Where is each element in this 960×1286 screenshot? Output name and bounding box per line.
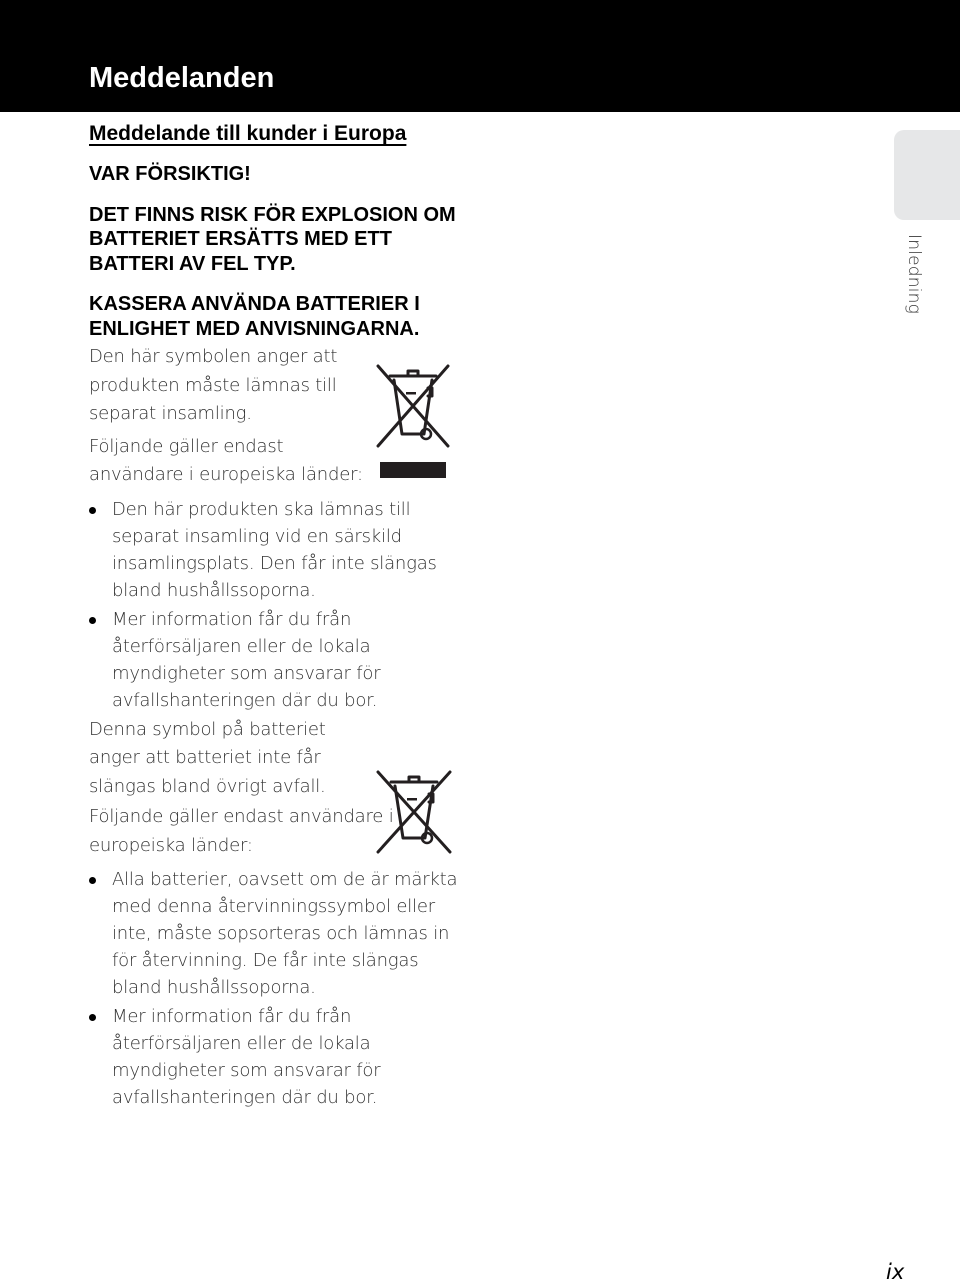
list-item [89, 496, 469, 604]
list-item-text: Mer information får du från återförsäljaren eller de lokala myndigheter som ansvarar för avfallshanteringen där du bor. [112, 608, 381, 711]
chapter-tab-label: Inledning [904, 234, 924, 315]
crossed-out-wheeled-bin-icon [376, 362, 450, 448]
product-symbol-description: Den här symbolen anger att produkten måste lämnas till separat insamling. [89, 346, 338, 424]
list-item-text: Alla batterier, oavsett om de är märkta med denna återvinningssymbol eller inte, måste sopsorteras och lämnas in för återvinning. De får inte slängas bland hushållssoporna. [112, 869, 458, 998]
bullet-icon [89, 617, 96, 624]
warning-body: DET FINNS RISK FÖR EXPLOSION OM BATTERIET ERSÄTTS MED ETT BATTERI AV FEL TYP. [89, 203, 456, 275]
warning-title: VAR FÖRSIKTIG! [89, 163, 251, 185]
battery-symbol-description: Denna symbol på batteriet anger att batteriet inte får slängas bland övrigt avfall. [89, 718, 326, 797]
product-symbol-block [89, 343, 369, 490]
battery-symbol-applies-to: Följande gäller endast användare i europeiska länder: [89, 806, 394, 856]
list-item-text: Den här produkten ska lämnas till separat insamling vid en särskild insamlingsplats. Den får inte slängas bland hushållssoporna. [112, 498, 437, 601]
crossed-out-wheeled-bin-icon [374, 768, 454, 854]
product-symbol-applies-to: Följande gäller endast användare i europeiska länder: [89, 435, 363, 485]
page-number: ix [886, 1260, 905, 1284]
bullet-icon [89, 877, 96, 884]
bullet-icon [89, 1014, 96, 1021]
list-item-text: Mer information får du från återförsäljaren eller de lokala myndigheter som ansvarar för avfallshanteringen där du bor. [112, 1006, 381, 1108]
list-item [89, 606, 469, 714]
section-heading: Meddelande till kunder i Europa [89, 122, 407, 145]
bullet-icon [89, 507, 96, 514]
dispose-instruction: KASSERA ANVÄNDA BATTERIER I ENLIGHET MED ANVISNINGARNA. [89, 293, 420, 340]
list-item [89, 1003, 469, 1111]
main-content [89, 120, 469, 1113]
solid-bar-symbol [380, 462, 446, 478]
list-item [89, 866, 469, 1001]
product-symbol-list [89, 496, 469, 714]
battery-symbol-list [89, 866, 469, 1111]
page-title: Meddelanden [89, 62, 275, 94]
chapter-tab[interactable] [894, 130, 960, 220]
battery-symbol-block [89, 716, 369, 802]
